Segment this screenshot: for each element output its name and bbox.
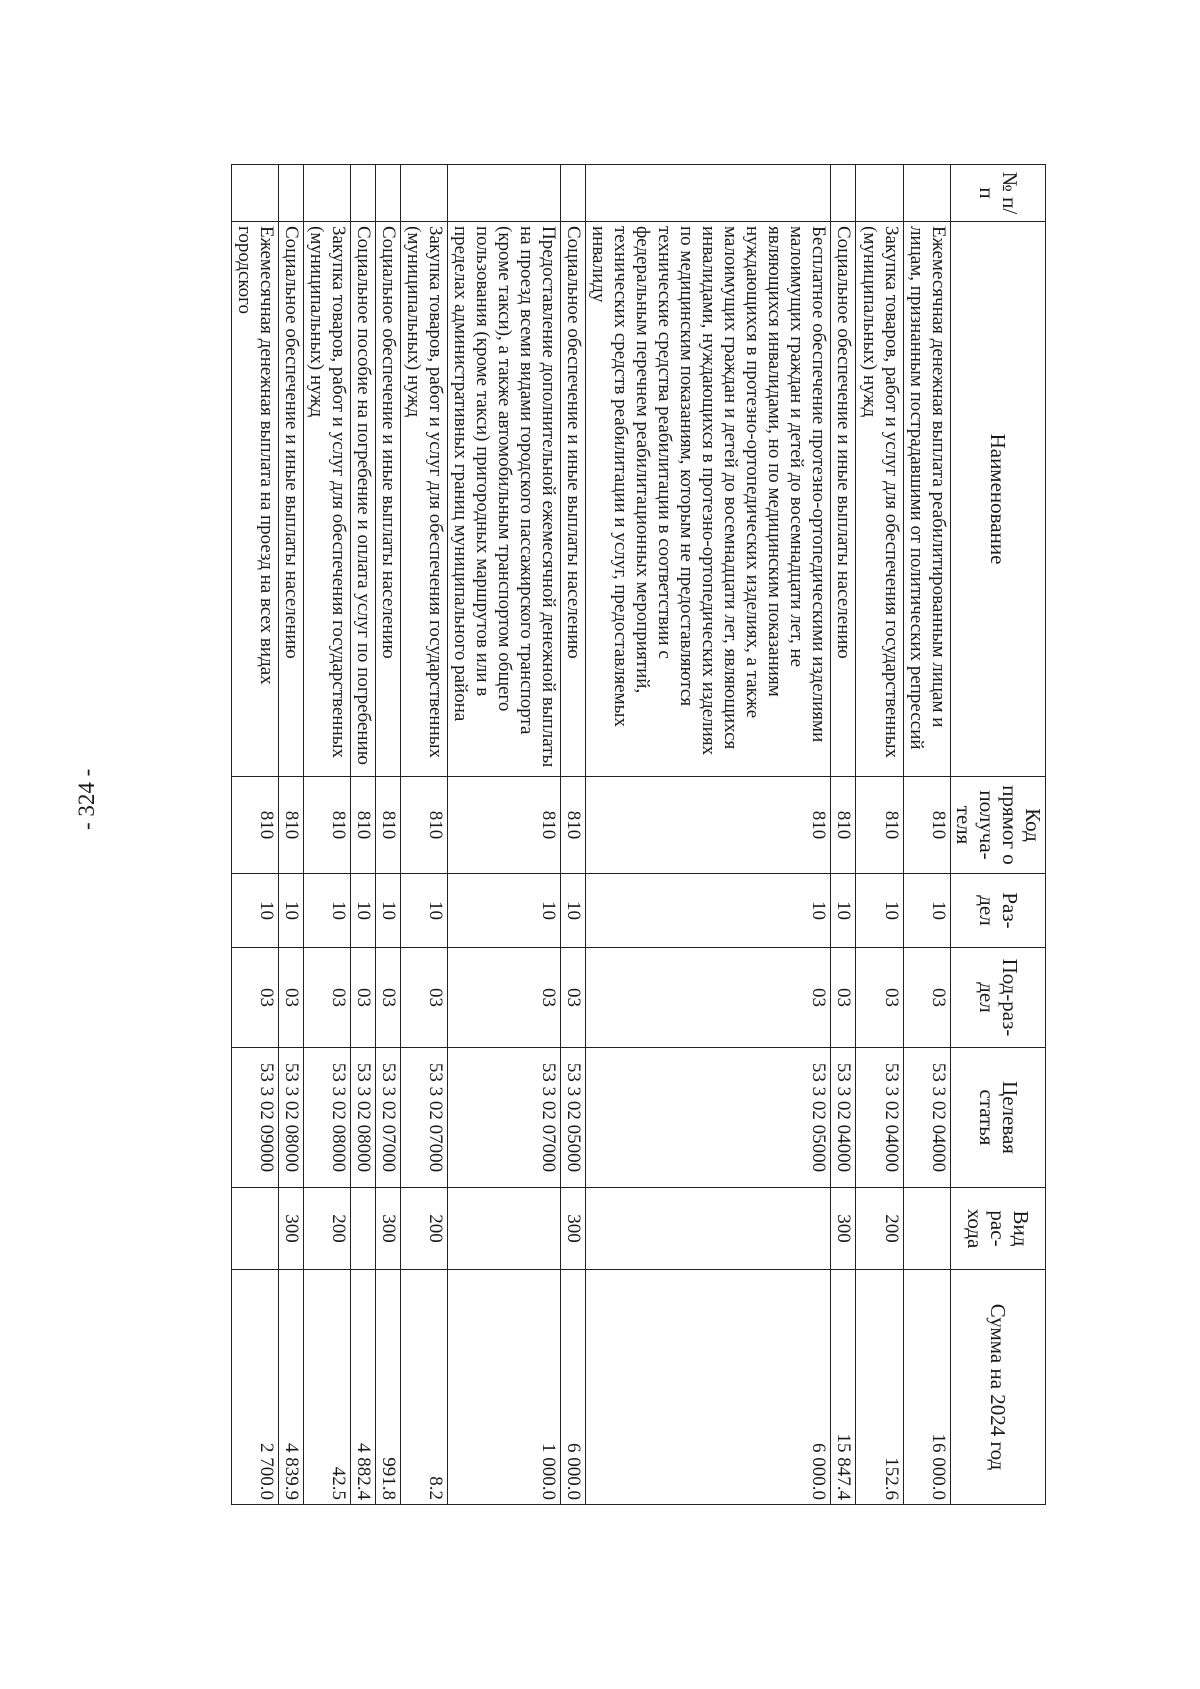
table-row: [856, 165, 903, 1505]
row-subsection: 03: [350, 948, 375, 1048]
row-recipient-code: 810: [375, 777, 400, 874]
row-sum: 6 000.0: [586, 1270, 831, 1505]
table-row: [586, 165, 831, 1505]
row-name: Бесплатное обеспечение протезно-ортопедическими изделиями малоимущих граждан и детей до восемнадцати лет, не являющихся инвалидами, но по медицинским показаниям нуждающихся в протезно-ортопедических изделиях, а также малоимущих граждан и детей до восемнадцати лет, являющихся инвалидами, нуждающихся в протезно-ортопедических изделиях по медицинским показаниям, которым не предоставляются технические средства реабилитации в соответствии с федеральным перечнем реабилитационных мероприятий, технических средств реабилитации и услуг, предоставляемых инвалиду: [586, 222, 831, 777]
row-sum: 991.8: [375, 1270, 400, 1505]
row-subsection: 03: [856, 948, 903, 1048]
table-row: [561, 165, 586, 1505]
table-row: [303, 165, 350, 1505]
table-row: [350, 165, 375, 1505]
row-recipient-code: 810: [903, 777, 950, 874]
row-name: Социальное обеспечение и иные выплаты населению: [831, 222, 856, 777]
row-section: 10: [447, 874, 560, 948]
row-target-article: 53 3 02 09000: [231, 1048, 278, 1188]
row-recipient-code: 810: [231, 777, 278, 874]
row-sum: 16 000.0: [903, 1270, 950, 1505]
row-name: Социальное обеспечение и иные выплаты населению: [561, 222, 586, 777]
row-target-article: 53 3 02 04000: [903, 1048, 950, 1188]
header-sum: Сумма на 2024 год: [950, 1270, 1045, 1505]
row-num: [231, 165, 278, 222]
row-num: [375, 165, 400, 222]
row-subsection: 03: [831, 948, 856, 1048]
row-sum: 1 000.0: [447, 1270, 560, 1505]
row-sum: 4 882.4: [350, 1270, 375, 1505]
row-num: [303, 165, 350, 222]
row-expense-type: 300: [561, 1188, 586, 1270]
budget-table: [231, 164, 1046, 1505]
row-target-article: 53 3 02 04000: [831, 1048, 856, 1188]
row-name: Закупка товаров, работ и услуг для обеспечения государственных (муниципальных) нужд: [303, 222, 350, 777]
row-expense-type: [586, 1188, 831, 1270]
row-recipient-code: 810: [400, 777, 447, 874]
row-expense-type: 200: [400, 1188, 447, 1270]
rotated-document-content: [121, 164, 1046, 1504]
row-expense-type: 300: [278, 1188, 303, 1270]
header-expense-type: Вид рас-хода: [950, 1188, 1045, 1270]
row-recipient-code: 810: [856, 777, 903, 874]
row-num: [831, 165, 856, 222]
row-section: 10: [303, 874, 350, 948]
row-section: 10: [856, 874, 903, 948]
row-num: [856, 165, 903, 222]
header-name: Наименование: [950, 222, 1045, 777]
row-section: 10: [231, 874, 278, 948]
row-subsection: 03: [561, 948, 586, 1048]
row-subsection: 03: [303, 948, 350, 1048]
row-target-article: 53 3 02 07000: [447, 1048, 560, 1188]
row-name: Ежемесячная денежная выплата реабилитированным лицам и лицам, признанным пострадавшими от политических репрессий: [903, 222, 950, 777]
row-target-article: 53 3 02 08000: [303, 1048, 350, 1188]
row-num: [400, 165, 447, 222]
row-section: 10: [561, 874, 586, 948]
row-subsection: 03: [278, 948, 303, 1048]
row-subsection: 03: [586, 948, 831, 1048]
row-subsection: 03: [447, 948, 560, 1048]
row-num: [586, 165, 831, 222]
row-recipient-code: 810: [303, 777, 350, 874]
row-recipient-code: 810: [586, 777, 831, 874]
page-number: - 324 -: [74, 768, 99, 830]
row-target-article: 53 3 02 08000: [350, 1048, 375, 1188]
row-recipient-code: 810: [831, 777, 856, 874]
row-num: [350, 165, 375, 222]
row-subsection: 03: [375, 948, 400, 1048]
table-row: [831, 165, 856, 1505]
row-sum: 6 000.0: [561, 1270, 586, 1505]
row-name: Ежемесячная денежная выплата на проезд на всех видах городского: [231, 222, 278, 777]
row-name: Социальное обеспечение и иные выплаты населению: [278, 222, 303, 777]
row-target-article: 53 3 02 04000: [856, 1048, 903, 1188]
row-section: 10: [350, 874, 375, 948]
row-target-article: 53 3 02 05000: [586, 1048, 831, 1188]
row-expense-type: 200: [856, 1188, 903, 1270]
row-section: 10: [400, 874, 447, 948]
row-expense-type: 300: [375, 1188, 400, 1270]
header-subsection: Под-раз-дел: [950, 948, 1045, 1048]
row-expense-type: [903, 1188, 950, 1270]
row-expense-type: [447, 1188, 560, 1270]
table-row: [400, 165, 447, 1505]
row-sum: 2 700.0: [231, 1270, 278, 1505]
row-num: [903, 165, 950, 222]
row-recipient-code: 810: [447, 777, 560, 874]
row-recipient-code: 810: [350, 777, 375, 874]
row-name: Социальное обеспечение и иные выплаты населению: [375, 222, 400, 777]
row-section: 10: [278, 874, 303, 948]
row-target-article: 53 3 02 07000: [375, 1048, 400, 1188]
row-section: 10: [831, 874, 856, 948]
row-recipient-code: 810: [278, 777, 303, 874]
table-header-row: [950, 165, 1045, 1505]
header-num: № п/п: [950, 165, 1045, 222]
row-name: Закупка товаров, работ и услуг для обеспечения государственных (муниципальных) нужд: [400, 222, 447, 777]
row-section: 10: [586, 874, 831, 948]
row-expense-type: [350, 1188, 375, 1270]
header-section: Раз-дел: [950, 874, 1045, 948]
header-target-article: Целевая статья: [950, 1048, 1045, 1188]
row-target-article: 53 3 02 08000: [278, 1048, 303, 1188]
table-row: [447, 165, 560, 1505]
row-sum: 8.2: [400, 1270, 447, 1505]
row-section: 10: [375, 874, 400, 948]
row-subsection: 03: [903, 948, 950, 1048]
row-recipient-code: 810: [561, 777, 586, 874]
row-name: Социальное пособие на погребение и оплата услуг по погребению: [350, 222, 375, 777]
row-sum: 4 839.9: [278, 1270, 303, 1505]
row-subsection: 03: [231, 948, 278, 1048]
header-recipient-code: Код прямог о получа-теля: [950, 777, 1045, 874]
row-expense-type: [231, 1188, 278, 1270]
row-sum: 152.6: [856, 1270, 903, 1505]
row-num: [278, 165, 303, 222]
table-row: [231, 165, 278, 1505]
table-row: [903, 165, 950, 1505]
row-sum: 15 847.4: [831, 1270, 856, 1505]
row-name: Предоставление дополнительной ежемесячной денежной выплаты на проезд всеми видами городского пассажирского транспорта (кроме такси), а также автомобильным транспортом общего пользования (кроме такси) пригородных маршрутов или в пределах административных границ муниципального района: [447, 222, 560, 777]
row-section: 10: [903, 874, 950, 948]
table-row: [375, 165, 400, 1505]
row-name: Закупка товаров, работ и услуг для обеспечения государственных (муниципальных) нужд: [856, 222, 903, 777]
row-subsection: 03: [400, 948, 447, 1048]
row-expense-type: 200: [303, 1188, 350, 1270]
row-num: [561, 165, 586, 222]
row-expense-type: 300: [831, 1188, 856, 1270]
row-num: [447, 165, 560, 222]
row-target-article: 53 3 02 07000: [400, 1048, 447, 1188]
row-target-article: 53 3 02 05000: [561, 1048, 586, 1188]
row-sum: 42.5: [303, 1270, 350, 1505]
table-row: [278, 165, 303, 1505]
